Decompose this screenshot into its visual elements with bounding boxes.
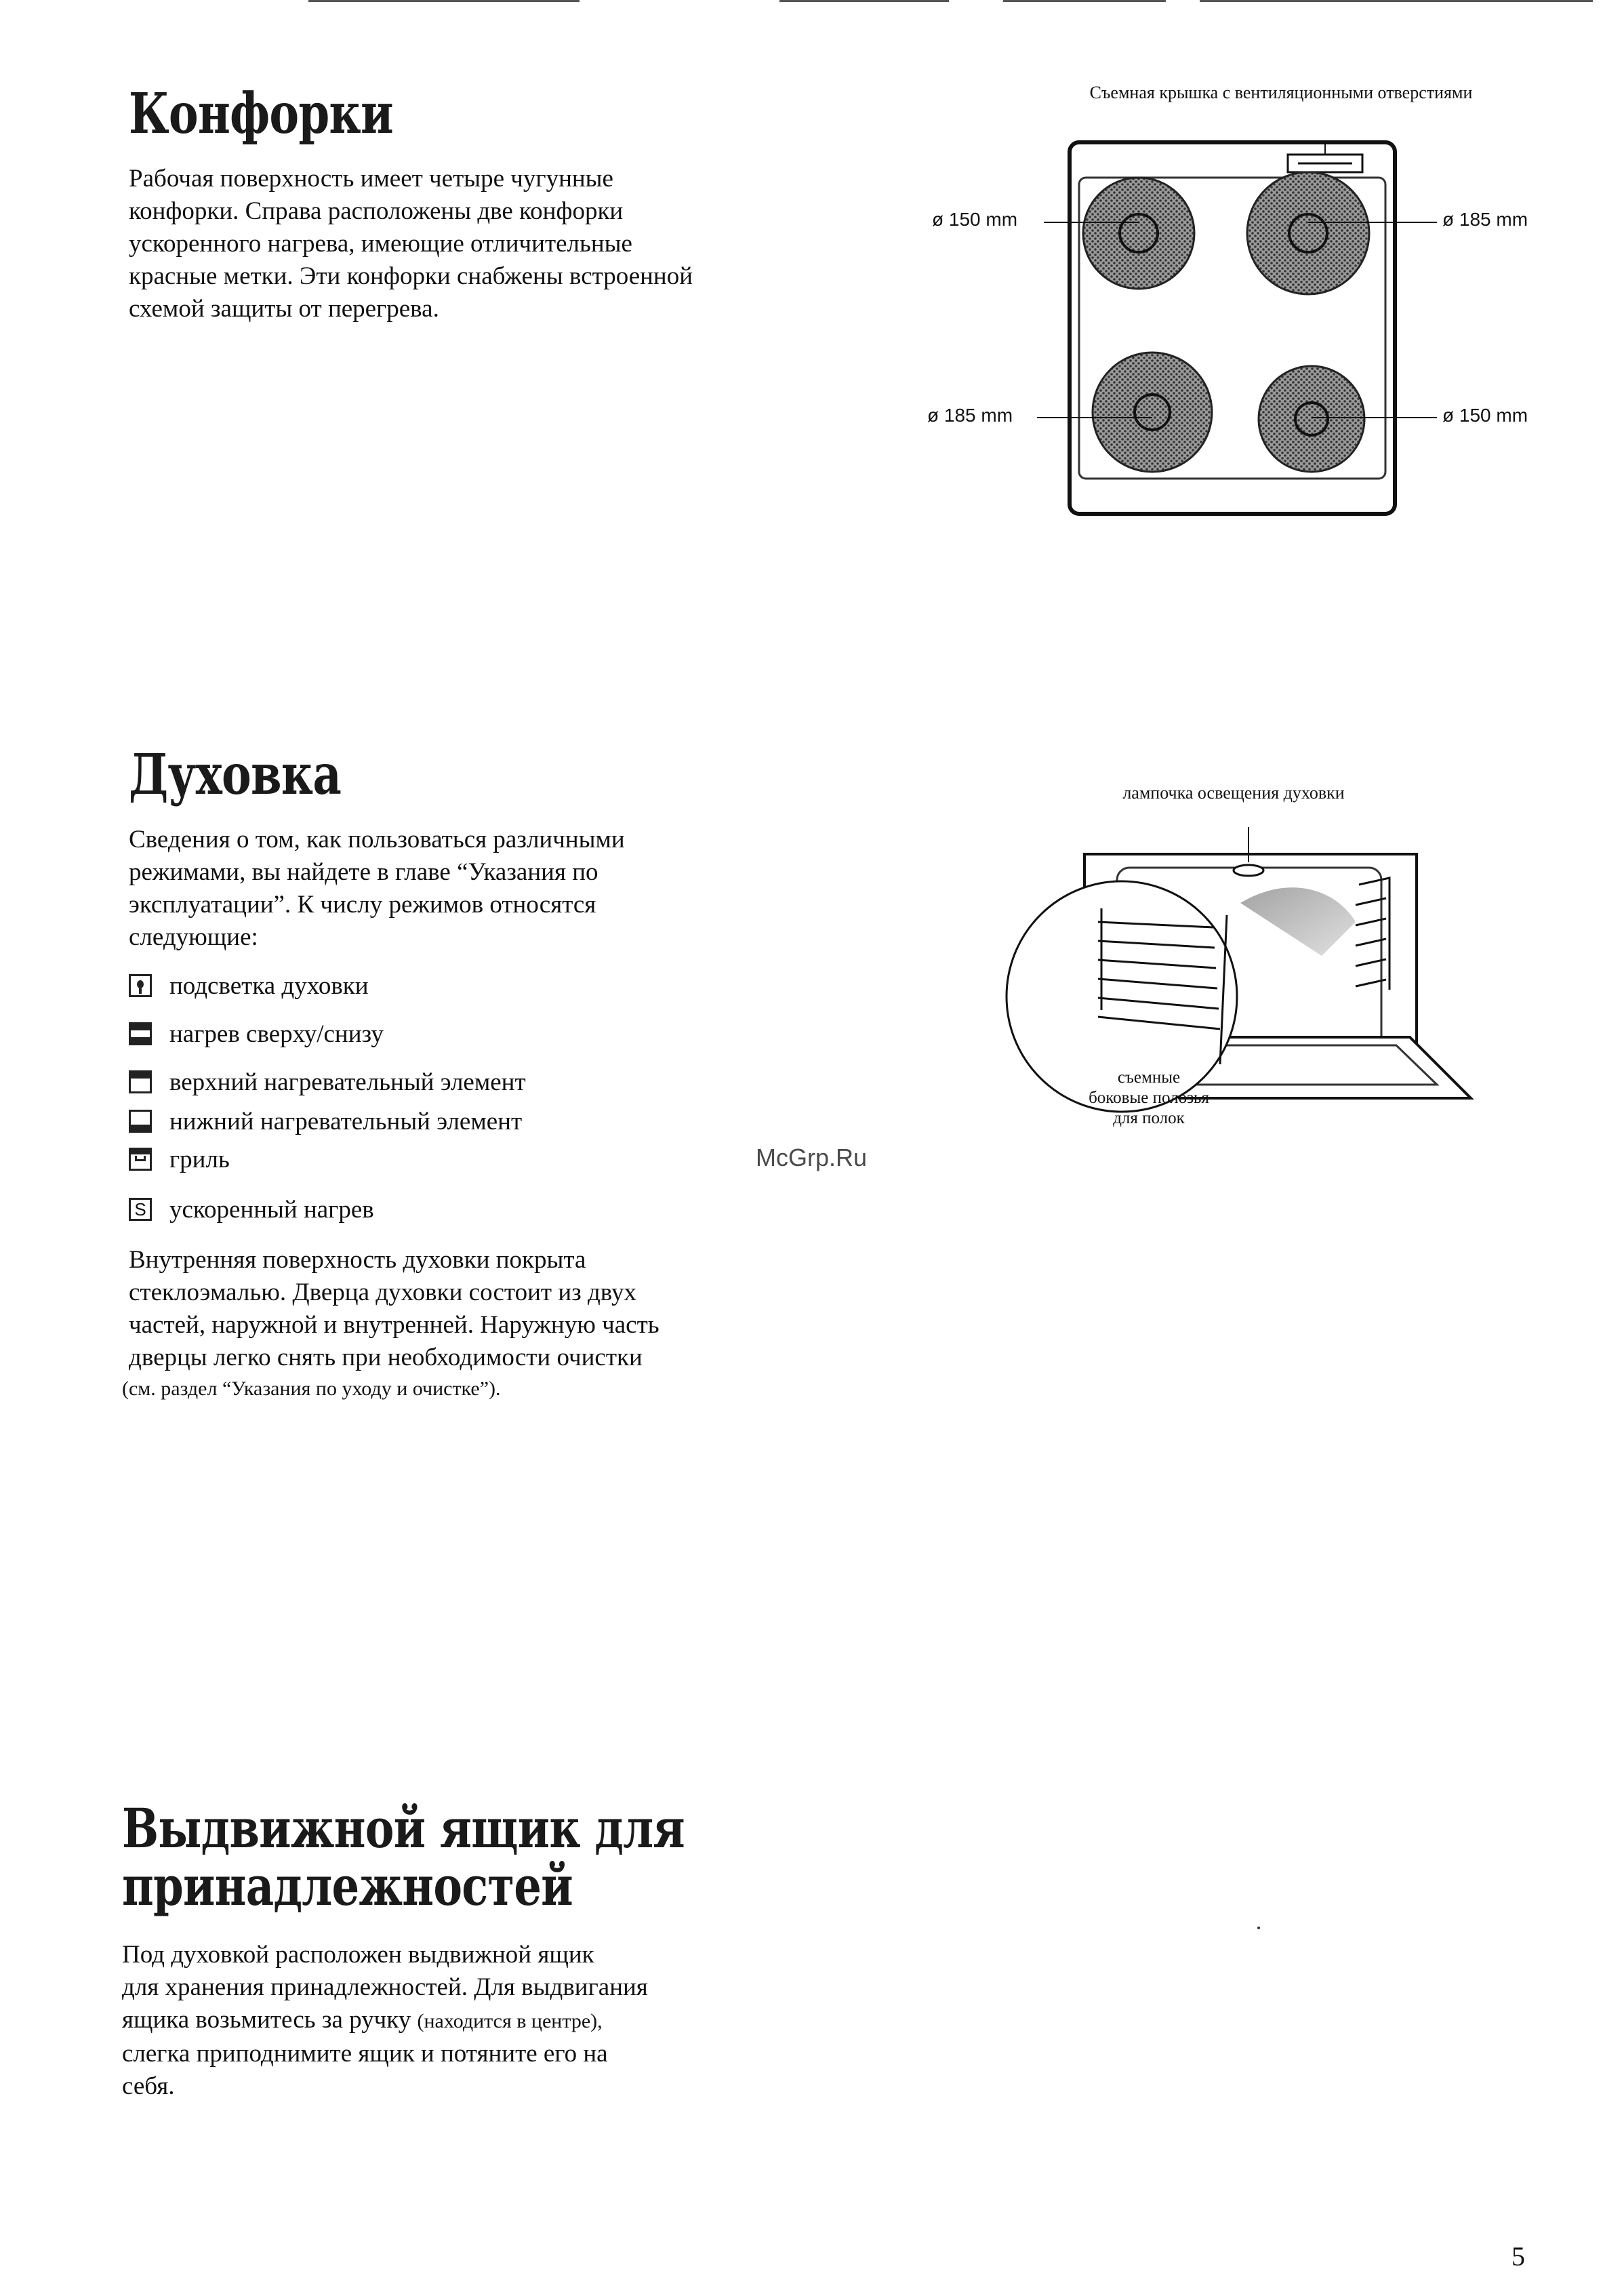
mode-label: нижний нагревательный элемент [169,1107,523,1135]
rails-caption: съемные боковые полозья для полок [1089,1068,1209,1127]
burner-top-right [1247,172,1369,294]
mode-row-top-bottom [129,1019,384,1049]
mode-row-light [129,971,369,1001]
drawer-text [122,1939,840,2103]
top-rule-4 [1200,0,1593,2]
lamp-caption: лампочка освещения духовки [1122,783,1345,803]
mode-label: верхний нагревательный элемент [169,1068,526,1096]
burners-text: Рабочая поверхность имеет четыре чугунные конфорки. Справа расположены две конфорки ускоренного нагрева, имеющие отличительные красные метки. Эти конфорки снабжены встроенной схемой защиты от перегрева. [129,165,693,323]
scan-speck [1257,1927,1260,1929]
mode-label: нагрев сверху/снизу [169,1020,384,1048]
mode-row-grill [129,1144,230,1174]
drawer-text-b: слегка приподнимите ящик и потяните его на себя. [122,2040,608,2100]
burner-top-left [1083,178,1194,289]
top-rule-2 [779,0,949,2]
page-number: 5 [1511,2241,1525,2272]
drawer-text-note: (находится в центре), [417,2010,603,2032]
drawer-title-line2: принадлежностей [122,1854,573,1918]
watermark: McGrp.Ru [756,1144,868,1171]
oven-body-text: Внутренняя поверхность духовки покрыта стеклоэмалью. Дверца духовки состоит из двух частей, наружной и внутренней. Наружную часть дверцы легко снять при необходимости очистки [129,1246,659,1371]
oven-title: Духовка [129,742,342,807]
rapid-heat-icon [129,1198,152,1221]
grill-icon [129,1148,152,1171]
burners-title: Конфорки [129,81,393,146]
burner-label-top-left: ø 150 mm [932,209,1018,230]
drawer-title-line1: Выдвижной ящик для [122,1796,685,1860]
top-rule-1 [308,0,580,2]
oven-light-icon [129,974,152,997]
oven-intro: Сведения о том, как пользоваться различными режимами, вы найдете в главе “Указания по эксплуатации”. К числу режимов относятся следующие: [129,826,625,951]
mode-row-bottom [129,1106,522,1136]
mode-row-rapid [129,1194,374,1224]
mode-label: подсветка духовки [169,971,369,1000]
mode-label: гриль [169,1145,230,1173]
burner-label-bottom-left: ø 185 mm [927,405,1013,426]
rapid-heat-symbol: S [134,1199,146,1220]
vent-cover-icon [1288,155,1362,172]
bottom-element-icon [129,1110,152,1133]
hob-diagram [901,115,1579,522]
burner-label-top-right: ø 185 mm [1442,209,1528,230]
drawer-text-a: Под духовкой расположен выдвижной ящик для хранения принадлежностей. Для выдвигания ящика возьмитесь за ручку [122,1941,648,2034]
burner-bottom-left [1093,353,1212,472]
burner-label-bottom-right: ø 150 mm [1442,405,1528,426]
top-bottom-heat-icon [129,1022,152,1045]
mode-label: ускоренный нагрев [169,1195,374,1224]
oven-care-note: (см. раздел “Указания по уходу и очистке”). [122,1377,501,1400]
burner-bottom-right [1259,366,1364,472]
top-element-icon [129,1070,152,1093]
mode-row-top [129,1067,526,1097]
hob-cover-caption: Съемная крышка с вентиляционными отверстиями [1089,83,1473,102]
top-rule-3 [1003,0,1166,2]
